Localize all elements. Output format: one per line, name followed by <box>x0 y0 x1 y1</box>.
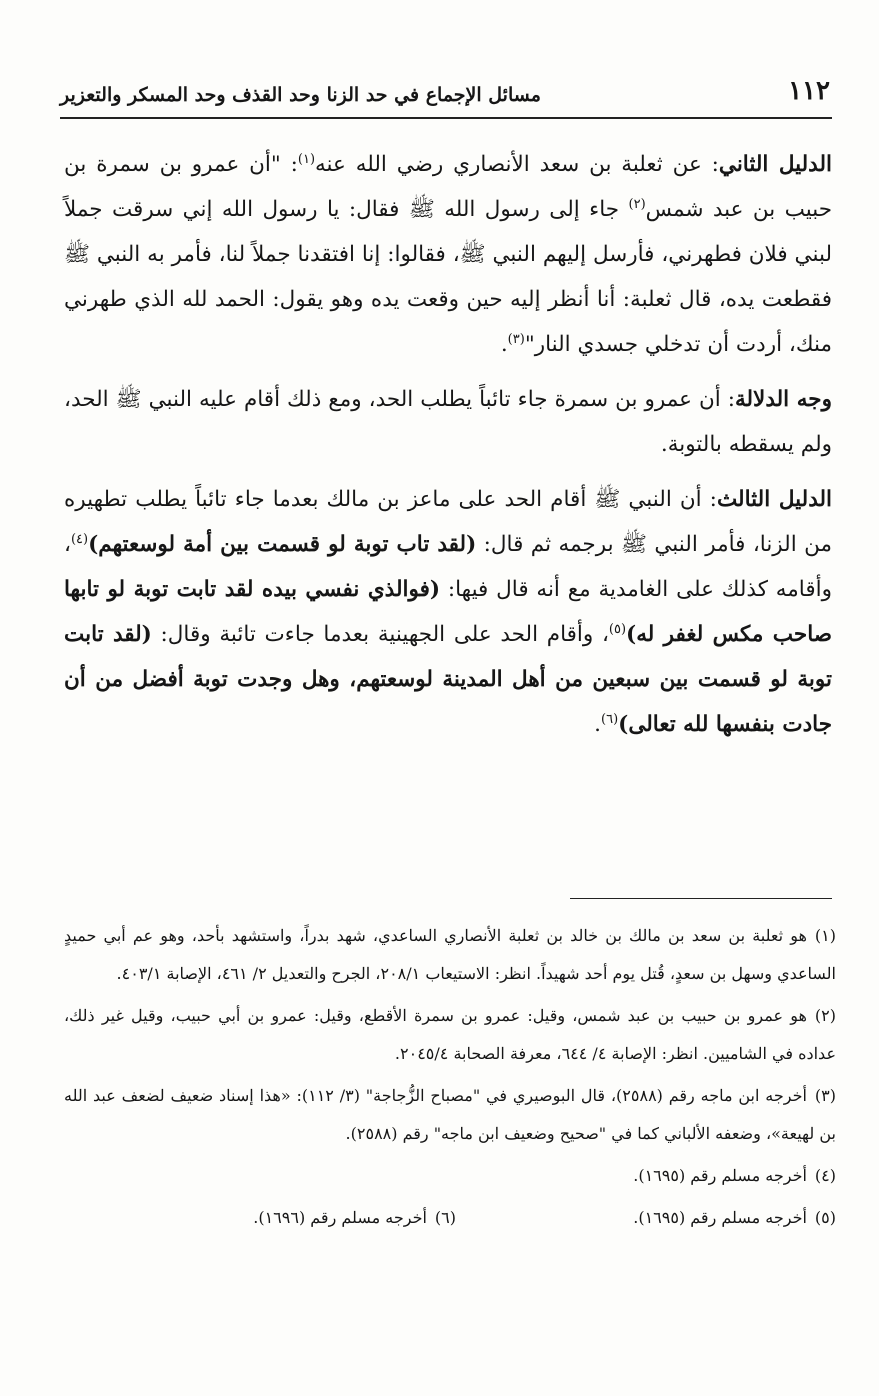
footnote-text: أخرجه مسلم رقم (١٦٩٥). <box>633 1208 807 1227</box>
footnote-6 <box>76 1199 456 1237</box>
footnote-3 <box>64 1077 836 1153</box>
footnote-text: أخرجه مسلم رقم (١٦٩٥). <box>633 1166 807 1185</box>
paragraph-third-evidence <box>64 477 832 747</box>
footnote-ref[interactable]: (٣) <box>507 331 525 347</box>
footnote-number: (٣) <box>814 1086 837 1105</box>
footnote-number: (٤) <box>814 1166 836 1185</box>
footnote-ref[interactable]: (٢) <box>628 196 646 212</box>
hadith-quote: (لقد تابت توبة لو قسمت بين سبعين من أهل المدينة لوسعتهم، وهل وجدت توبة أفضل من أن جادت بنفسها لله تعالى) <box>64 622 832 737</box>
footnote-text: هو ثعلبة بن سعد بن مالك بن خالد بن ثعلبة الأنصاري الساعدي، شهد بدراً، واستشهد بأحد، وهو عم أبي حميدٍ الساعدي وسهل بن سعدٍ، قُتل يوم أحد شهيداً. انظر: الاستيعاب ٢٠٨/١، الجرح والتعديل ٢/ ٤٦١، الإصابة ٤٠٣/١. <box>64 926 836 983</box>
paragraph-text: : أن النبي ﷺ أقام الحد على ماعز بن مالك بعدما جاء تائباً يطلب تطهيره من الزنا، فأمر النبي ﷺ برجمه ثم قال: <box>64 487 832 557</box>
paragraph-text: ، وأقام الحد على الجهينية بعدما جاءت تائبة وقال: <box>151 622 609 647</box>
paragraph-text: : عن ثعلبة بن سعد الأنصاري رضي الله عنه <box>315 152 719 177</box>
footnote-4 <box>64 1157 836 1195</box>
footnote-number: (٦) <box>434 1208 456 1227</box>
header-divider <box>60 117 832 119</box>
footnotes <box>64 917 836 1241</box>
footnote-number: (٢) <box>814 1006 836 1025</box>
paragraph-end: . <box>500 332 508 357</box>
footnote-text: أخرجه مسلم رقم (١٦٩٦). <box>253 1208 427 1227</box>
paragraph-text: ، وأقامه كذلك على الغامدية مع أنه قال فيها: <box>64 532 832 602</box>
running-title: مسائل الإجماع في حد الزنا وحد القذف وحد المسكر والتعزير <box>60 84 541 106</box>
paragraph-lead: الدليل الثالث <box>716 487 833 512</box>
paragraph-indication <box>64 377 832 467</box>
footnote-number: (٥) <box>814 1208 836 1227</box>
footnote-ref[interactable]: (٦) <box>601 711 619 727</box>
paragraph-text: جاء إلى رسول الله ﷺ فقال: يا رسول الله إني سرقت جملاً لبني فلان فطهرني، فأرسل إليهم النبي ﷺ، فقالوا: إنا افتقدنا جملاً لنا، فأمر به النبي ﷺ فقطعت يده، قال ثعلبة: أنا أنظر إليه حين وقعت يده وهو يقول: الحمد لله الذي طهرني منك، أردت أن تدخلي جسدي النار" <box>64 197 832 357</box>
footnote-5 <box>456 1199 836 1237</box>
paragraph-lead: وجه الدلالة <box>734 387 832 412</box>
footnote-number: (١) <box>814 926 836 945</box>
footnote-1 <box>64 917 836 993</box>
footnote-ref[interactable]: (١) <box>297 151 316 167</box>
hadith-quote: (فوالذي نفسي بيده لقد تابت توبة لو تابها صاحب مكس لغفر له) <box>64 577 832 647</box>
footnote-2 <box>64 997 836 1073</box>
main-text <box>64 142 832 757</box>
hadith-quote: (لقد تاب توبة لو قسمت بين أمة لوسعتهم) <box>88 532 477 557</box>
paragraph-lead: الدليل الثاني <box>718 152 832 177</box>
footnote-text: هو عمرو بن حبيب بن عبد شمس، وقيل: عمرو بن سمرة الأقطع، وقيل: عمرو بن أبي حبيب، وقيل غير ذلك، عداده في الشاميين. انظر: الإصابة ٤/ ٦٤٤، معرفة الصحابة ٢٠٤٥/٤. <box>64 1006 836 1063</box>
paragraph-text: : "أن عمرو بن سمرة بن حبيب بن عبد شمس <box>64 152 833 222</box>
footnote-row <box>64 1199 836 1241</box>
footnote-text: أخرجه ابن ماجه رقم (٢٥٨٨)، قال البوصيري في "مصباح الزُّجاجة" (٣/ ١١٢): «هذا إسناد ضعيف لضعف عبد الله بن لهيعة»، وضعفه الألباني كما في "صحيح وضعيف ابن ماجه" رقم (٢٥٨٨). <box>64 1086 836 1143</box>
paragraph-end: . <box>594 712 601 737</box>
footnote-divider <box>570 898 832 899</box>
page-header <box>60 76 830 116</box>
footnote-ref[interactable]: (٥) <box>608 621 627 637</box>
paragraph-text: : أن عمرو بن سمرة جاء تائباً يطلب الحد، ومع ذلك أقام عليه النبي ﷺ الحد، ولم يسقطه بالتوبة. <box>64 387 832 457</box>
paragraph-second-evidence <box>64 142 832 367</box>
page-number: ١١٢ <box>788 76 830 106</box>
footnote-ref[interactable]: (٤) <box>70 531 89 547</box>
